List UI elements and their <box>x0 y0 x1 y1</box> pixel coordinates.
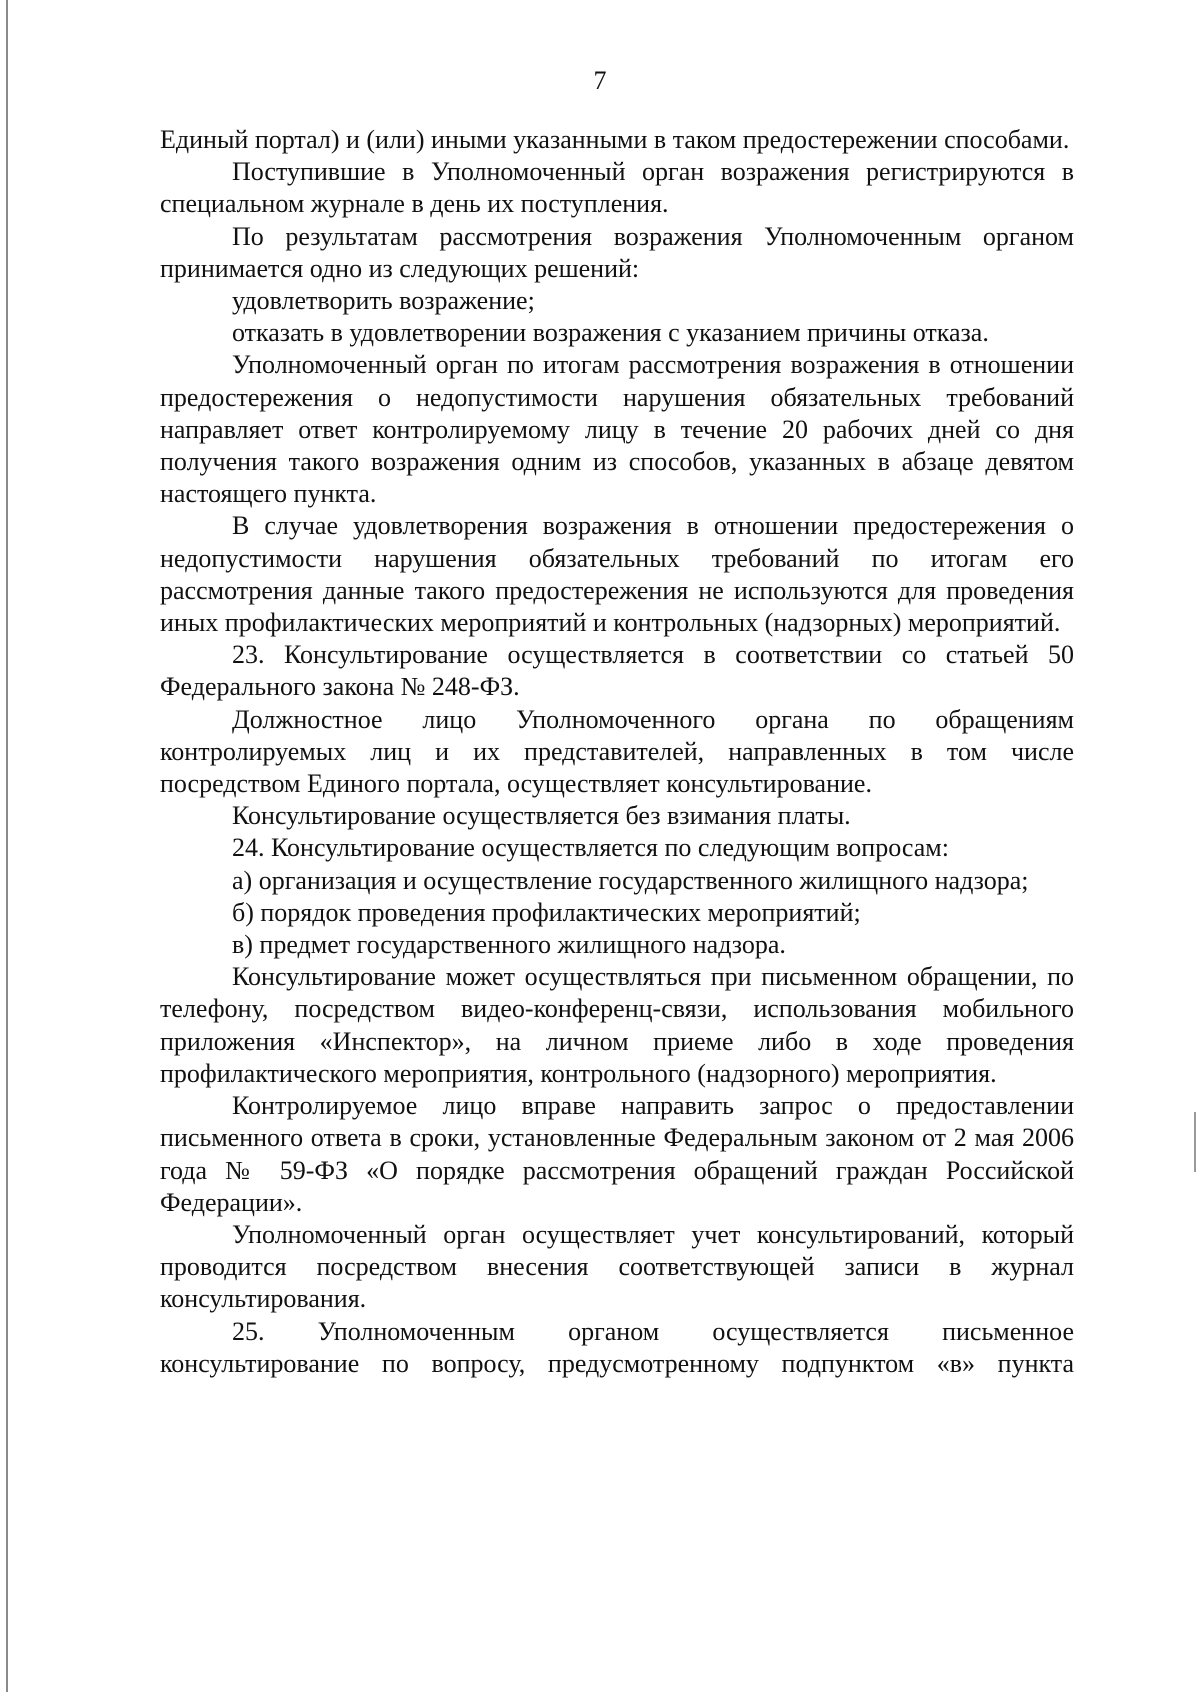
paragraph: 23. Консультирование осуществляется в соответствии со статьей 50 Федерального закона № 248-ФЗ. <box>160 640 1074 702</box>
paragraph: 25. Уполномоченным органом осуществляется письменное консультирование по вопросу, предусмотренному подпунктом «в» пункта <box>160 1316 1074 1378</box>
paragraph: Уполномоченный орган осуществляет учет консультирований, который проводится посредством внесения соответствующей записи в журнал консультирования. <box>160 1219 1074 1314</box>
paragraph: Единый портал) и (или) иными указанными в таком предостережении способами. <box>160 125 1070 154</box>
document-body <box>160 124 1074 1380</box>
paragraph: б) порядок проведения профилактических мероприятий; <box>232 897 861 927</box>
paragraph: Уполномоченный орган по итогам рассмотрения возражения в отношении предостережения о недопустимости нарушения обязательных требований направляет ответ контролируемому лицу в течение 20 рабочих дней со дня получения такого возражения одним из способов, указанных в абзаце девятом настоящего пункта. <box>160 350 1074 509</box>
paragraph: удовлетворить возражение; <box>232 286 535 316</box>
page-number: 7 <box>593 66 607 95</box>
paragraph: в) предмет государственного жилищного надзора. <box>232 930 786 960</box>
paragraph: 24. Консультирование осуществляется по следующим вопросам: <box>232 833 949 863</box>
paragraph: В случае удовлетворения возражения в отношении предостережения о недопустимости нарушения обязательных требований по итогам его рассмотрения данные такого предостережения не используются для проведения иных профилактических мероприятий и контрольных (надзорных) мероприятий. <box>160 511 1074 638</box>
paragraph: Консультирование может осуществляться при письменном обращении, по телефону, посредством видео-конференц-связи, использования мобильного приложения «Инспектор», на личном приеме либо в ходе проведения профилактического мероприятия, контрольного (надзорного) мероприятия. <box>160 962 1074 1088</box>
paragraph: По результатам рассмотрения возражения Уполномоченным органом принимается одно из следующих решений: <box>160 221 1074 283</box>
paragraph: Консультирование осуществляется без взимания платы. <box>232 801 851 831</box>
paragraph: Должностное лицо Уполномоченного органа по обращениям контролируемых лиц и их представителей, направленных в том числе посредством Единого портала, осуществляет консультирование. <box>160 704 1074 799</box>
paragraph: отказать в удовлетворении возражения с указанием причины отказа. <box>232 318 989 348</box>
scan-edge-left <box>6 0 8 1692</box>
paragraph: Поступившие в Уполномоченный орган возражения регистрируются в специальном журнале в день их поступления. <box>160 157 1074 219</box>
paragraph: а) организация и осуществление государственного жилищного надзора; <box>232 865 1029 895</box>
paragraph: Контролируемое лицо вправе направить запрос о предоставлении письменного ответа в сроки, установленные Федеральным законом от 2 мая 2006 года № 59-ФЗ «О порядке рассмотрения обращений граждан Российской Федерации». <box>160 1091 1074 1217</box>
scan-edge-right <box>1194 1112 1196 1172</box>
